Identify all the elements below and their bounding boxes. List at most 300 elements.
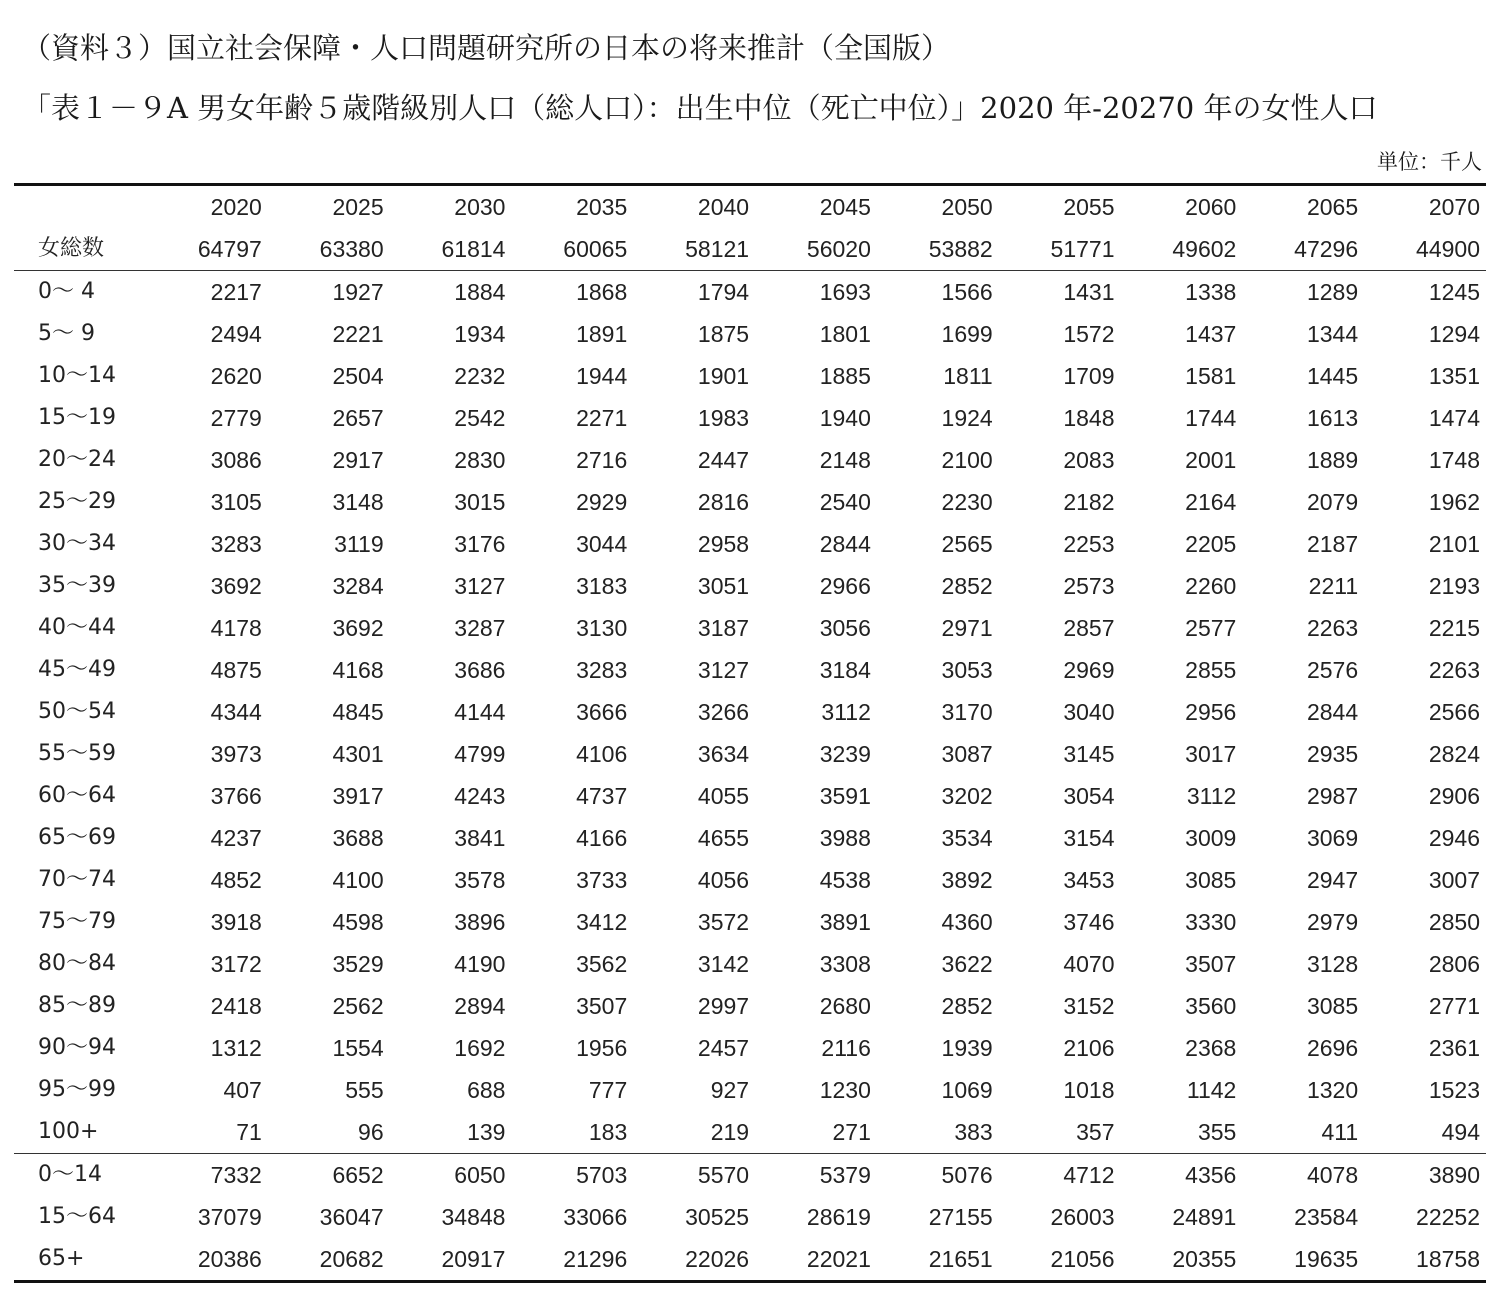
table-cell: 1566: [941, 278, 993, 305]
table-cell: 4243: [454, 782, 506, 809]
table-cell: 3572: [697, 908, 750, 935]
table-cell: 3688: [332, 824, 384, 851]
table-cell: 1924: [941, 404, 993, 431]
age-group-row: [14, 775, 1486, 817]
table-cell: 3085: [1185, 866, 1237, 893]
age-group-section: [14, 271, 1486, 1154]
table-cell: 64797: [197, 235, 262, 262]
table-cell: 2997: [697, 992, 750, 1019]
table-cell: 1554: [332, 1034, 384, 1061]
table-cell: 3507: [576, 992, 628, 1019]
table-cell: 2418: [210, 992, 262, 1019]
table-cell: 2576: [1306, 656, 1359, 683]
table-cell: 4168: [332, 656, 384, 683]
table-cell: 2148: [819, 446, 871, 473]
table-cell: 22252: [1416, 1203, 1480, 1230]
table-cell: 3284: [332, 572, 384, 599]
column-header-year: 2060: [1185, 193, 1237, 220]
table-cell: 2083: [1063, 446, 1115, 473]
table-cell: 3560: [1185, 992, 1237, 1019]
table-cell: 407: [223, 1076, 262, 1103]
table-cell: 3009: [1185, 824, 1237, 851]
table-cell: 2542: [454, 404, 506, 431]
row-label: 70～74: [38, 867, 116, 892]
table-cell: 1939: [941, 1034, 993, 1061]
table-cell: 2966: [819, 572, 871, 599]
table-cell: 777: [588, 1076, 628, 1103]
table-cell: 1885: [819, 362, 871, 389]
table-cell: 3988: [819, 824, 871, 851]
age-group-row: [14, 607, 1486, 649]
table-cell: 2830: [454, 446, 506, 473]
population-table: [14, 183, 1486, 1283]
table-cell: 3622: [941, 950, 993, 977]
table-cell: 2164: [1185, 488, 1237, 515]
table-cell: 3330: [1185, 908, 1237, 935]
table-cell: 24891: [1172, 1203, 1237, 1230]
table-cell: 3562: [576, 950, 628, 977]
age-group-row: [14, 1027, 1486, 1069]
table-cell: 2946: [1428, 824, 1480, 851]
table-cell: 2680: [819, 992, 871, 1019]
row-label: 35～39: [38, 573, 116, 598]
table-cell: 4144: [454, 698, 506, 725]
table-cell: 1338: [1185, 278, 1237, 305]
table-cell: 3130: [576, 614, 628, 641]
table-cell: 3507: [1185, 950, 1237, 977]
table-cell: 3591: [819, 782, 871, 809]
table-cell: 3634: [697, 740, 750, 767]
table-cell: 3973: [210, 740, 262, 767]
age-group-row: [14, 355, 1486, 397]
table-cell: 3733: [576, 866, 628, 893]
table-cell: 2187: [1306, 530, 1359, 557]
table-cell: 1572: [1063, 320, 1115, 347]
table-cell: 2001: [1185, 446, 1237, 473]
table-cell: 2855: [1185, 656, 1237, 683]
table-cell: 1445: [1306, 362, 1359, 389]
table-cell: 2566: [1428, 698, 1480, 725]
table-cell: 3015: [454, 488, 506, 515]
age-group-row: [14, 397, 1486, 439]
table-cell: 18758: [1416, 1245, 1480, 1272]
table-cell: 2844: [819, 530, 871, 557]
table-cell: 2361: [1428, 1034, 1480, 1061]
table-cell: 2494: [210, 320, 262, 347]
table-cell: 3044: [576, 530, 628, 557]
table-cell: 2969: [1063, 656, 1115, 683]
table-cell: 1289: [1306, 278, 1359, 305]
row-label: 15～64: [38, 1204, 116, 1229]
table-cell: 1142: [1186, 1076, 1237, 1103]
table-cell: 2844: [1306, 698, 1359, 725]
table-cell: 2232: [454, 362, 506, 389]
table-cell: 357: [1076, 1118, 1115, 1145]
table-cell: 3283: [576, 656, 628, 683]
table-cell: 2573: [1063, 572, 1115, 599]
row-label: 75～79: [38, 909, 116, 934]
table-cell: 1613: [1306, 404, 1359, 431]
table-cell: 3917: [332, 782, 384, 809]
table-cell: 1523: [1428, 1076, 1480, 1103]
table-cell: 3105: [210, 488, 262, 515]
table-cell: 4799: [454, 740, 506, 767]
table-cell: 1983: [697, 404, 750, 431]
table-cell: 34848: [441, 1203, 506, 1230]
table-cell: 20682: [319, 1245, 384, 1272]
age-group-row: [14, 985, 1486, 1027]
table-cell: 1801: [819, 320, 871, 347]
table-cell: 6050: [454, 1161, 506, 1188]
table-cell: 3087: [941, 740, 993, 767]
table-cell: 3152: [1063, 992, 1115, 1019]
table-cell: 30525: [685, 1203, 750, 1230]
table-cell: 3529: [332, 950, 384, 977]
table-cell: 3686: [454, 656, 506, 683]
table-cell: 1944: [576, 362, 628, 389]
table-cell: 1901: [697, 362, 750, 389]
table-cell: 58121: [685, 235, 750, 262]
table-cell: 3176: [454, 530, 506, 557]
table-cell: 3891: [819, 908, 871, 935]
table-cell: 21651: [928, 1245, 993, 1272]
column-header-year: 2045: [819, 193, 871, 220]
table-cell: 4106: [576, 740, 628, 767]
row-label: 5～ 9: [38, 321, 95, 346]
table-cell: 1962: [1428, 488, 1480, 515]
age-group-row: [14, 1111, 1486, 1154]
table-cell: 3142: [697, 950, 750, 977]
table-cell: 4737: [576, 782, 628, 809]
table-cell: 3534: [941, 824, 993, 851]
table-cell: 1437: [1185, 320, 1237, 347]
column-header-year: 2040: [697, 193, 750, 220]
table-cell: 383: [954, 1118, 993, 1145]
table-cell: 53882: [928, 235, 993, 262]
table-cell: 3127: [697, 656, 750, 683]
row-label: 50～54: [38, 699, 116, 724]
column-header-year: 2050: [941, 193, 993, 220]
table-cell: 3578: [454, 866, 506, 893]
table-cell: 2101: [1428, 530, 1480, 557]
table-cell: 56020: [806, 235, 871, 262]
table-cell: 271: [832, 1118, 871, 1145]
column-header-year: 2055: [1063, 193, 1115, 220]
table-cell: 27155: [928, 1203, 993, 1230]
age-group-row: [14, 859, 1486, 901]
table-cell: 1344: [1306, 320, 1359, 347]
table-cell: 2657: [332, 404, 384, 431]
table-cell: 2577: [1185, 614, 1237, 641]
table-cell: 2716: [576, 446, 628, 473]
column-header-year: 2030: [454, 193, 506, 220]
table-cell: 3056: [819, 614, 871, 641]
table-cell: 44900: [1416, 235, 1480, 262]
row-label: 65+: [38, 1246, 85, 1271]
table-cell: 2565: [941, 530, 993, 557]
row-label: 80～84: [38, 951, 116, 976]
table-cell: 4875: [210, 656, 262, 683]
table-cell: 2850: [1428, 908, 1480, 935]
column-header-year: 2025: [332, 193, 384, 220]
table-cell: 26003: [1050, 1203, 1115, 1230]
table-cell: 3184: [819, 656, 871, 683]
row-label: 85～89: [38, 993, 116, 1018]
table-cell: 2852: [941, 572, 993, 599]
table-cell: 2947: [1306, 866, 1359, 893]
table-cell: 47296: [1294, 235, 1359, 262]
table-cell: 1709: [1063, 362, 1115, 389]
table-cell: 1069: [941, 1076, 993, 1103]
table-cell: 3112: [821, 698, 871, 725]
table-cell: 4056: [697, 866, 750, 893]
table-cell: 61814: [441, 235, 506, 262]
table-cell: 3412: [576, 908, 628, 935]
table-cell: 2079: [1306, 488, 1359, 515]
age-group-row: [14, 271, 1486, 314]
row-label: 65～69: [38, 825, 116, 850]
age-group-row: [14, 565, 1486, 607]
table-cell: 4190: [454, 950, 506, 977]
table-cell: 2935: [1306, 740, 1359, 767]
table-cell: 5379: [819, 1161, 871, 1188]
table-cell: 1934: [454, 320, 506, 347]
age-group-row: [14, 901, 1486, 943]
table-cell: 3017: [1185, 740, 1237, 767]
table-cell: 1940: [819, 404, 871, 431]
table-cell: 5570: [697, 1161, 750, 1188]
table-cell: 3266: [697, 698, 750, 725]
table-cell: 2857: [1063, 614, 1115, 641]
column-header-year: 2065: [1306, 193, 1359, 220]
age-group-row: [14, 439, 1486, 481]
table-cell: 355: [1197, 1118, 1237, 1145]
row-label: 女総数: [38, 236, 105, 261]
table-cell: 28619: [806, 1203, 871, 1230]
table-cell: 22026: [685, 1245, 750, 1272]
table-cell: 4655: [697, 824, 750, 851]
table-cell: 2253: [1063, 530, 1115, 557]
table-cell: 2987: [1306, 782, 1359, 809]
table-header: [14, 185, 1486, 229]
table-cell: 1927: [332, 278, 384, 305]
table-cell: 4301: [332, 740, 384, 767]
row-label: 45～49: [38, 657, 116, 682]
table-cell: 3040: [1063, 698, 1115, 725]
table-cell: 2816: [697, 488, 750, 515]
table-cell: 2779: [210, 404, 262, 431]
row-label: 25～29: [38, 489, 116, 514]
table-cell: 2929: [576, 488, 628, 515]
table-cell: 3308: [819, 950, 871, 977]
table-cell: 3148: [332, 488, 384, 515]
table-cell: 19635: [1294, 1245, 1359, 1272]
table-cell: 2263: [1428, 656, 1480, 683]
summary-row: [14, 1196, 1486, 1238]
table-cell: 6652: [332, 1161, 384, 1188]
table-cell: 2368: [1185, 1034, 1237, 1061]
table-cell: 3053: [941, 656, 993, 683]
table-cell: 183: [588, 1118, 628, 1145]
table-cell: 23584: [1294, 1203, 1359, 1230]
table-cell: 3145: [1063, 740, 1115, 767]
table-cell: 3112: [1186, 782, 1237, 809]
table-cell: 4598: [332, 908, 384, 935]
table-cell: 49602: [1172, 235, 1237, 262]
table-cell: 3187: [697, 614, 750, 641]
age-group-row: [14, 817, 1486, 859]
table-cell: 2906: [1428, 782, 1480, 809]
row-label: 15～19: [38, 405, 116, 430]
table-cell: 2100: [941, 446, 993, 473]
table-cell: 4344: [210, 698, 262, 725]
table-cell: 3890: [1428, 1161, 1480, 1188]
table-cell: 1245: [1428, 278, 1480, 305]
table-cell: 7332: [210, 1161, 262, 1188]
table-cell: 2260: [1185, 572, 1237, 599]
table-cell: 139: [467, 1118, 506, 1145]
table-cell: 2696: [1306, 1034, 1359, 1061]
table-cell: 3692: [210, 572, 262, 599]
table-cell: 1692: [454, 1034, 506, 1061]
table-cell: 2540: [819, 488, 871, 515]
table-cell: 4178: [210, 614, 262, 641]
table-cell: 20355: [1172, 1245, 1237, 1272]
table-cell: 37079: [197, 1203, 262, 1230]
row-label: 100+: [38, 1119, 99, 1144]
total-section: [14, 228, 1486, 271]
row-label: 0～ 4: [38, 279, 95, 304]
summary-row: [14, 1154, 1486, 1197]
table-cell: 2806: [1428, 950, 1480, 977]
table-cell: 3287: [454, 614, 506, 641]
table-cell: 4237: [210, 824, 262, 851]
table-cell: 1889: [1306, 446, 1359, 473]
table-cell: 3170: [941, 698, 993, 725]
table-cell: 1699: [941, 320, 993, 347]
table-cell: 60065: [563, 235, 628, 262]
table-cell: 1474: [1428, 404, 1480, 431]
table-cell: 4356: [1185, 1161, 1237, 1188]
table-cell: 2771: [1428, 992, 1480, 1019]
table-cell: 3069: [1306, 824, 1359, 851]
table-cell: 1891: [576, 320, 628, 347]
table-cell: 3692: [332, 614, 384, 641]
table-title-line2: 「表１－９A 男女年齢５歳階級別人口（総人口）：出生中位（死亡中位）」2020 年-20270 年の女性人口: [22, 91, 1378, 125]
table-cell: 4100: [332, 866, 384, 893]
table-cell: 1848: [1063, 404, 1115, 431]
age-group-row: [14, 313, 1486, 355]
row-label: 95～99: [38, 1077, 116, 1102]
table-cell: 36047: [319, 1203, 384, 1230]
table-cell: 2447: [697, 446, 750, 473]
table-cell: 3283: [210, 530, 262, 557]
table-cell: 2221: [332, 320, 384, 347]
table-cell: 3154: [1063, 824, 1115, 851]
table-cell: 4078: [1306, 1161, 1359, 1188]
table-cell: 4852: [210, 866, 262, 893]
table-cell: 3007: [1428, 866, 1480, 893]
table-cell: 21296: [563, 1245, 628, 1272]
table-cell: 3085: [1306, 992, 1359, 1019]
table-cell: 1312: [210, 1034, 262, 1061]
table-cell: 2193: [1428, 572, 1480, 599]
table-cell: 4845: [332, 698, 384, 725]
summary-row: [14, 1238, 1486, 1282]
table-cell: 3119: [334, 530, 384, 557]
row-label: 20～24: [38, 447, 116, 472]
table-cell: 3127: [454, 572, 506, 599]
column-header-year: 2035: [576, 193, 628, 220]
table-cell: 1794: [697, 278, 750, 305]
table-cell: 2852: [941, 992, 993, 1019]
table-cell: 2106: [1063, 1034, 1115, 1061]
table-cell: 3892: [941, 866, 993, 893]
table-cell: 2116: [821, 1034, 871, 1061]
table-cell: 71: [236, 1118, 262, 1145]
age-group-row: [14, 1069, 1486, 1111]
table-cell: 1693: [819, 278, 871, 305]
table-cell: 3202: [941, 782, 993, 809]
table-cell: 1018: [1063, 1076, 1115, 1103]
table-cell: 2215: [1428, 614, 1480, 641]
row-label: 55～59: [38, 741, 116, 766]
table-cell: 63380: [319, 235, 384, 262]
table-cell: 1320: [1306, 1076, 1359, 1103]
table-cell: 1351: [1428, 362, 1480, 389]
table-cell: 1581: [1185, 362, 1237, 389]
age-group-row: [14, 481, 1486, 523]
column-header-year: 2070: [1428, 193, 1480, 220]
table-cell: 2457: [697, 1034, 750, 1061]
table-cell: 22021: [806, 1245, 871, 1272]
table-cell: 2562: [332, 992, 384, 1019]
table-cell: 1748: [1428, 446, 1480, 473]
table-cell: 2211: [1308, 572, 1359, 599]
table-cell: 1294: [1428, 320, 1480, 347]
column-header-year: 2020: [210, 193, 262, 220]
table-cell: 494: [1441, 1118, 1480, 1145]
table-cell: 2824: [1428, 740, 1480, 767]
table-cell: 20386: [197, 1245, 262, 1272]
row-label: 40～44: [38, 615, 116, 640]
table-cell: 555: [345, 1076, 384, 1103]
table-cell: 1875: [697, 320, 750, 347]
table-cell: 20917: [441, 1245, 506, 1272]
table-cell: 927: [710, 1076, 750, 1103]
table-cell: 4166: [576, 824, 628, 851]
age-group-row: [14, 943, 1486, 985]
table-cell: 1956: [576, 1034, 628, 1061]
age-group-row: [14, 649, 1486, 691]
age-group-row: [14, 733, 1486, 775]
table-cell: 3841: [454, 824, 506, 851]
table-cell: 3172: [210, 950, 262, 977]
header-row: [14, 185, 1486, 229]
table-cell: 3896: [454, 908, 506, 935]
table-cell: 51771: [1050, 235, 1115, 262]
table-cell: 1431: [1063, 278, 1115, 305]
row-label: 10～14: [38, 363, 116, 388]
row-label: 30～34: [38, 531, 116, 556]
table-cell: 3766: [210, 782, 262, 809]
table-cell: 2958: [697, 530, 750, 557]
table-cell: 96: [358, 1118, 384, 1145]
table-cell: 411: [1321, 1118, 1359, 1145]
table-cell: 1744: [1185, 404, 1237, 431]
row-label: 60～64: [38, 783, 116, 808]
table-cell: 2504: [332, 362, 384, 389]
